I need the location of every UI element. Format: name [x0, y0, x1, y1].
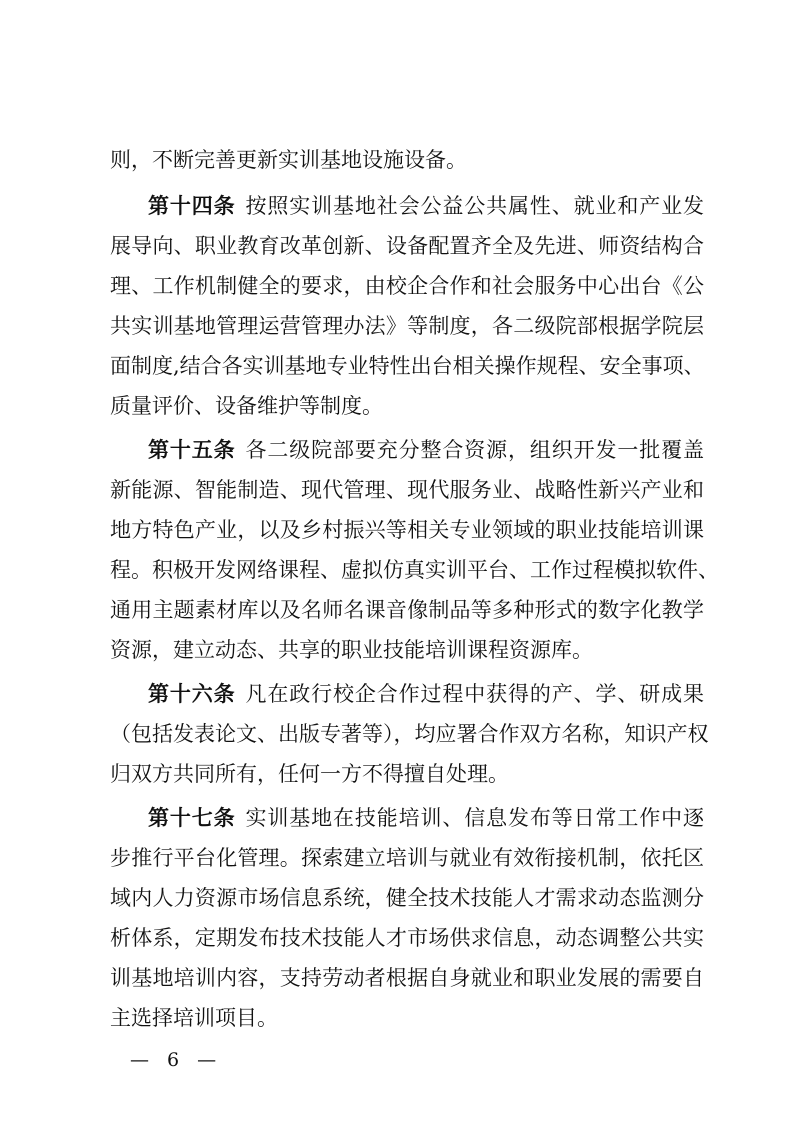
article-14-line: 理、工作机制健全的要求，由校企合作和社会服务中心出台《公: [110, 274, 704, 298]
article-17-line: 域内人力资源市场信息系统，健全技术技能人才需求动态监测分: [110, 886, 704, 910]
article-15-line: 程。积极开发网络课程、虚拟仿真实训平台、工作过程模拟软件、: [110, 558, 719, 582]
article-15-line: 地方特色产业，以及乡村振兴等相关专业领域的职业技能培训课: [110, 518, 704, 542]
article-17-heading: 第十七条: [148, 806, 236, 830]
article-17-first-text: 实训基地在技能培训、信息发布等日常工作中逐: [245, 806, 704, 830]
article-16-line: 归双方共同所有，任何一方不得擅自处理。: [110, 762, 509, 786]
article-15-heading: 第十五条: [148, 438, 236, 462]
article-17-line: 主选择培训项目。: [110, 1006, 278, 1030]
article-17-line: 步推行平台化管理。探索建立培训与就业有效衔接机制，依托区: [110, 846, 704, 870]
article-15-line: 新能源、智能制造、现代管理、现代服务业、战略性新兴产业和: [110, 478, 704, 502]
article-14-line: 质量评价、设备维护等制度。: [110, 394, 383, 418]
article-14-line: 展导向、职业教育改革创新、设备配置齐全及先进、师资结构合: [110, 234, 704, 258]
article-14-first-line: [148, 186, 704, 226]
continuation-line: 则，不断完善更新实训基地设施设备。: [110, 148, 467, 172]
article-14-heading: 第十四条: [148, 194, 236, 218]
article-17-line: 析体系，定期发布技术技能人才市场供求信息，动态调整公共实: [110, 926, 704, 950]
article-15-line: 资源，建立动态、共享的职业技能培训课程资源库。: [110, 638, 593, 662]
article-14-first-text: 按照实训基地社会公益公共属性、就业和产业发: [245, 194, 704, 218]
page-number: — 6 —: [130, 1049, 223, 1071]
article-15-first-text: 各二级院部要充分整合资源，组织开发一批覆盖: [245, 438, 704, 462]
article-14-line: 共实训基地管理运营管理办法》等制度，各二级院部根据学院层: [110, 314, 704, 338]
article-17-first-line: [148, 798, 704, 838]
article-17-line: 训基地培训内容，支持劳动者根据自身就业和职业发展的需要自: [110, 966, 704, 990]
article-16-heading: 第十六条: [148, 682, 236, 706]
article-15-first-line: [148, 430, 704, 470]
article-15-line: 通用主题素材库以及名师名课音像制品等多种形式的数字化教学: [110, 598, 704, 622]
article-16-first-line: [148, 674, 704, 714]
article-16-line: （包括发表论文、出版专著等），均应署合作双方名称，知识产权: [110, 722, 709, 746]
article-16-first-text: 凡在政行校企合作过程中获得的产、学、研成果: [245, 682, 704, 706]
article-14-line: 面制度,结合各实训基地专业特性出台相关操作规程、安全事项、: [110, 354, 705, 378]
